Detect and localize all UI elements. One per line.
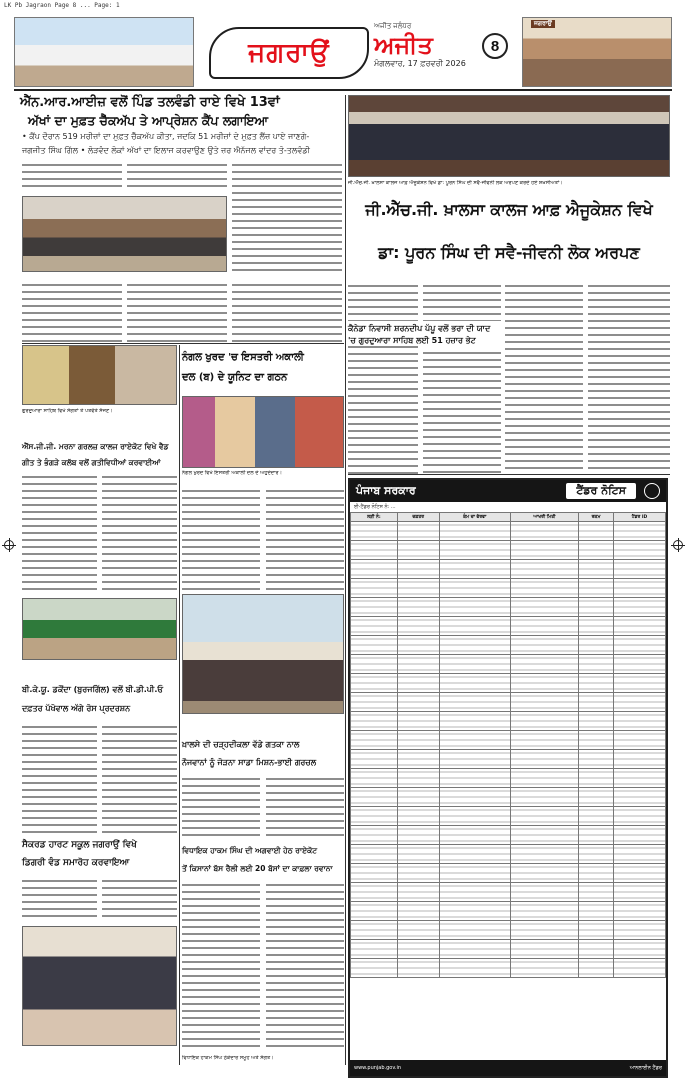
tender-cell [439, 693, 510, 712]
tender-row [351, 864, 666, 883]
tender-cell [351, 636, 398, 655]
article-text [423, 283, 501, 321]
tender-cell [439, 750, 510, 769]
article-text [266, 882, 344, 1052]
tender-cell [439, 731, 510, 750]
article-text [423, 350, 501, 474]
tender-cell [439, 769, 510, 788]
tender-cell [439, 674, 510, 693]
tender-cell [397, 712, 439, 731]
tender-cell [579, 522, 614, 541]
tender-cell [439, 883, 510, 902]
caption-school [22, 1049, 177, 1063]
caption-eye-camp [22, 276, 342, 282]
tender-cell [614, 845, 666, 864]
tender-cell [351, 674, 398, 693]
photo-eye-camp [22, 196, 227, 272]
tender-title: ਟੈਂਡਰ ਨੋਟਿਸ [566, 483, 636, 499]
tender-cell [397, 959, 439, 978]
tender-cell [614, 807, 666, 826]
tender-cell [510, 750, 578, 769]
tender-cell [397, 579, 439, 598]
tender-cell [439, 636, 510, 655]
article-text [102, 724, 177, 834]
tender-cell [614, 541, 666, 560]
tender-cell [439, 655, 510, 674]
tender-cell [579, 864, 614, 883]
tender-cell [351, 598, 398, 617]
article-text [127, 162, 227, 192]
tender-cell [510, 959, 578, 978]
tender-cell [579, 902, 614, 921]
tender-cell [579, 598, 614, 617]
headline-ghg-2: ਡਾ: ਪੂਰਨ ਸਿੰਘ ਦੀ ਸਵੈ-ਜੀਵਨੀ ਲੋਕ ਅਰਪਣ [378, 243, 640, 262]
tender-cell [614, 636, 666, 655]
tender-cell [439, 617, 510, 636]
tender-cell [351, 940, 398, 959]
tender-col-date: ਆਖਰੀ ਮਿਤੀ [510, 513, 578, 522]
article-text [348, 283, 418, 321]
tender-cell [351, 883, 398, 902]
tender-cell [579, 579, 614, 598]
tender-cell [510, 788, 578, 807]
caption-gurdwara: ਗੁਰਦੁਆਰਾ ਸਾਹਿਬ ਵਿਖੇ ਸੰਗਤਾਂ ਤੇ ਪਤਵੰਤੇ ਸੱਜਣ। [22, 408, 113, 414]
tender-row [351, 845, 666, 864]
tender-cell [614, 921, 666, 940]
article-text [588, 283, 670, 474]
headline-khalsa-1: ਖ਼ਾਲਸੇ ਦੀ ਚੜ੍ਹਦੀਕਲਾ ਵੱਡੇ ਗਤਕਾ ਨਾਲ [182, 740, 300, 749]
tender-row [351, 826, 666, 845]
tender-cell [397, 693, 439, 712]
tender-cell [510, 674, 578, 693]
prepress-slug: LK Pb Jagraon Page 8 ... Page: 1 [4, 2, 120, 9]
photo-college-students [22, 598, 177, 660]
tender-row [351, 940, 666, 959]
page-number: 8 [482, 33, 508, 59]
article-text [348, 344, 418, 474]
tender-cell [510, 807, 578, 826]
tender-cell [510, 579, 578, 598]
tender-cell [510, 712, 578, 731]
tender-cell [397, 674, 439, 693]
tender-cell [351, 617, 398, 636]
tender-row [351, 807, 666, 826]
tender-cell [439, 959, 510, 978]
tender-cell [510, 883, 578, 902]
tender-cell [579, 921, 614, 940]
tender-notice [348, 478, 668, 1078]
tender-cell [439, 560, 510, 579]
caption-gurdwara-visit [182, 716, 344, 730]
tender-cell [579, 959, 614, 978]
tender-cell [579, 750, 614, 769]
tender-footer-right: ਆਨਲਾਈਨ ਟੈਂਡਰ [629, 1065, 662, 1071]
masthead-photo-caption: ਜਗਰਾਉਂ [531, 20, 555, 28]
tender-cell [579, 693, 614, 712]
tender-cell [579, 788, 614, 807]
tender-cell [614, 959, 666, 978]
article-text [232, 282, 342, 342]
headline-ghg-1: ਜੀ.ਐੱਚ.ਜੀ. ਖ਼ਾਲਸਾ ਕਾਲਜ ਆਫ਼ ਐਜੂਕੇਸ਼ਨ ਵਿਖੇ [365, 200, 653, 219]
tender-cell [579, 883, 614, 902]
tender-cell [614, 940, 666, 959]
tender-cell [439, 522, 510, 541]
tender-cell [510, 693, 578, 712]
tender-cell [439, 921, 510, 940]
caption-students [22, 663, 177, 679]
tender-cell [351, 826, 398, 845]
tender-cell [614, 826, 666, 845]
tender-cell [614, 674, 666, 693]
tender-cell [351, 788, 398, 807]
tender-cell [614, 864, 666, 883]
tender-cell [579, 845, 614, 864]
headline-dav-1: ਐੱਸ.ਜੀ.ਜੀ. ਮਰਨਾ ਗਰਲਜ਼ ਕਾਲਜ ਰਾਏਕੋਟ ਵਿਖੇ ਵੈਡ [22, 442, 169, 451]
issue-date: ਮੰਗਲਵਾਰ, 17 ਫ਼ਰਵਰੀ 2026 [374, 59, 466, 68]
photo-akali-dal [182, 396, 344, 468]
tender-cell [439, 541, 510, 560]
tender-cell [510, 769, 578, 788]
headline-raikot-1: ਵਿਧਾਇਕ ਹਾਕਮ ਸਿੰਘ ਦੀ ਅਗਵਾਈ ਹੇਠ ਰਾਏਕੋਟ [182, 846, 317, 855]
tender-cell [351, 541, 398, 560]
photo-school-degree [22, 926, 177, 1046]
headline-khalsa-2: ਨੌਜਵਾਨਾਂ ਨੂੰ ਜੋੜਨਾ ਸਾਡਾ ਮਿਸ਼ਨ-ਭਾਈ ਗਰਚਲ [182, 758, 317, 767]
tender-col-amount: ਰਕਮ [579, 513, 614, 522]
tender-row [351, 883, 666, 902]
tender-cell [614, 731, 666, 750]
tender-cell [351, 712, 398, 731]
punjab-emblem-icon [644, 483, 660, 499]
tender-cell [614, 598, 666, 617]
registration-mark-icon [673, 540, 683, 550]
tender-row [351, 655, 666, 674]
tender-cell [510, 617, 578, 636]
tender-cell [579, 807, 614, 826]
tender-row [351, 598, 666, 617]
tender-cell [397, 902, 439, 921]
tender-row [351, 522, 666, 541]
tender-cell [351, 845, 398, 864]
article-text [505, 283, 583, 474]
subhead-nri-2: ਜਗਜੀਤ ਸਿੰਘ ਗਿੱਲ • ਲੋੜਵੰਦ ਲੋਕਾਂ ਅੱਖਾਂ ਦਾ ਇਲਾਜ ਕਰਵਾਉਣ ਉਤੇ ਜ਼ਰ ਐਨੱਜਲ ਵਾਂਦਰ ਤੋ-ਤਲਵੰਡੀ [22, 146, 310, 155]
tender-cell [510, 522, 578, 541]
tender-row [351, 959, 666, 978]
section-rule [348, 474, 670, 475]
tender-cell [439, 788, 510, 807]
tender-cell [439, 579, 510, 598]
tender-cell [510, 636, 578, 655]
headline-dav-2: ਗੀਤ ਤੇ ਭੰਗੜੇ ਕਲੱਬ ਵਲੋਂ ਗਤੀਵਿਧੀਆਂ ਕਰਵਾਈਆਂ [22, 458, 161, 467]
article-text [22, 724, 97, 834]
tender-col-work: ਕੰਮ ਦਾ ਵੇਰਵਾ [439, 513, 510, 522]
tender-cell [397, 636, 439, 655]
tender-col-id: ਟੈਂਡਰ ID [614, 513, 666, 522]
headline-nangal-2: ਦਲ (ਬ) ਦੇ ਯੂਨਿਟ ਦਾ ਗਠਨ [182, 372, 288, 383]
tender-cell [439, 826, 510, 845]
tender-cell [351, 921, 398, 940]
tender-cell [614, 769, 666, 788]
tender-cell [510, 731, 578, 750]
tender-cell [351, 769, 398, 788]
tender-cell [397, 921, 439, 940]
tender-cell [579, 636, 614, 655]
tender-cell [579, 731, 614, 750]
tender-cell [351, 902, 398, 921]
masthead-photo-right [522, 17, 672, 87]
paper-sub: ਅਜੀਤ ਜਲੰਧਰ [374, 23, 412, 30]
article-text [266, 488, 344, 590]
tender-row [351, 921, 666, 940]
article-text [266, 776, 344, 840]
tender-cell [397, 883, 439, 902]
tender-cell [439, 902, 510, 921]
tender-cell [614, 712, 666, 731]
tender-cell [351, 655, 398, 674]
headline-canada-1: ਕੈਨੇਡਾ ਨਿਵਾਸੀ ਸ਼ਰਨਦੀਪ ਪੱਪੂ ਵਲੋਂ ਭਰਾ ਦੀ ਯਾਦ [348, 324, 491, 333]
tender-row [351, 693, 666, 712]
tender-cell [510, 655, 578, 674]
tender-cell [397, 655, 439, 674]
tender-col-no: ਲੜੀ ਨੰ: [351, 513, 398, 522]
tender-table [350, 512, 666, 978]
tender-cell [439, 864, 510, 883]
tender-cell [397, 807, 439, 826]
photo-gurdwara [22, 345, 177, 405]
photo-college-event [348, 95, 670, 177]
tender-cell [351, 750, 398, 769]
article-text [182, 488, 260, 590]
article-text [182, 776, 260, 840]
tender-cell [351, 693, 398, 712]
article-text [102, 878, 177, 922]
tender-cell [397, 522, 439, 541]
tender-cell [439, 845, 510, 864]
tender-cell [351, 579, 398, 598]
tender-cell [397, 769, 439, 788]
tender-row [351, 560, 666, 579]
tender-row [351, 731, 666, 750]
tender-cell [397, 598, 439, 617]
caption-raikot: ਵਿਧਾਇਕ ਹਾਕਮ ਸਿੰਘ ਠੇਕੇਦਾਰ ਸਮੂਹ ਅਤੇ ਸੰਗਤ। [182, 1055, 274, 1061]
headline-raikot-2: ਤੋਂ ਕਿਸਾਨਾਂ ਬੱਸ ਰੈਲੀ ਲਈ 20 ਬੱਸਾਂ ਦਾ ਕਾਫ਼ਲਾ ਰਵਾਨਾ [182, 864, 333, 873]
tender-cell [397, 731, 439, 750]
tender-cell [579, 769, 614, 788]
tender-row [351, 769, 666, 788]
tender-cell [579, 541, 614, 560]
tender-cell [614, 579, 666, 598]
tender-cell [614, 560, 666, 579]
tender-cell [614, 883, 666, 902]
tender-cell [579, 940, 614, 959]
headline-school-2: ਡਿਗਰੀ ਵੰਡ ਸਮਾਰੋਹ ਕਰਵਾਇਆ [22, 858, 130, 868]
tender-cell [614, 750, 666, 769]
tender-cell [579, 655, 614, 674]
tender-cell [439, 807, 510, 826]
paper-name: ਅਜੀਤ [374, 31, 433, 59]
tender-cell [579, 674, 614, 693]
tender-cell [439, 712, 510, 731]
headline-bku-2: ਦਫ਼ਤਰ ਪੱਖੋਵਾਲ ਅੱਗੇ ਰੋਸ ਪ੍ਰਦਰਸ਼ਨ [22, 704, 131, 713]
tender-cell [510, 826, 578, 845]
section-rule [22, 343, 344, 344]
tender-row [351, 712, 666, 731]
tender-cell [351, 522, 398, 541]
tender-cell [614, 902, 666, 921]
tender-row [351, 674, 666, 693]
tender-footer-left: www.punjab.gov.in [354, 1065, 402, 1071]
tender-cell [579, 560, 614, 579]
masthead [14, 13, 672, 91]
tender-cell [510, 541, 578, 560]
tender-row [351, 750, 666, 769]
masthead-photo-left [14, 17, 194, 87]
article-text [232, 162, 342, 272]
article-text [22, 474, 97, 594]
tender-cell [397, 845, 439, 864]
section-title: ਜਗਰਾਉਂ [209, 27, 369, 79]
tender-cell [614, 655, 666, 674]
column-rule [179, 345, 180, 1065]
headline-nri-1: ਐੱਨ.ਆਰ.ਆਈਜ਼ ਵਲੋਂ ਪਿੰਡ ਤਲਵੰਡੀ ਰਾਏ ਵਿਖੇ 13ਵਾਂ [20, 95, 280, 110]
article-text [102, 474, 177, 594]
tender-cell [397, 560, 439, 579]
tender-cell [510, 921, 578, 940]
tender-cell [510, 845, 578, 864]
tender-cell [510, 940, 578, 959]
tender-cell [351, 864, 398, 883]
tender-row [351, 579, 666, 598]
tender-row [351, 788, 666, 807]
headline-nangal-1: ਨੰਗਲ ਖੁਰਦ 'ਚ ਇਸਤਰੀ ਅਕਾਲੀ [182, 352, 304, 363]
caption-college: ਜੀ.ਐੱਚ.ਜੀ. ਖ਼ਾਲਸਾ ਕਾਲਜ ਆਫ਼ ਐਜੂਕੇਸ਼ਨ ਵਿਖੇ ਡਾ: ਪੂਰਨ ਸਿੰਘ ਦੀ ਸਵੈ-ਜੀਵਨੀ ਲੋਕ ਅਰਪਣ ਕਰਦੇ ਹੋਏ ਸ਼ਖ਼ਸੀਅਤਾਂ। [348, 180, 563, 186]
tender-footer [350, 1060, 666, 1076]
tender-row [351, 617, 666, 636]
tender-col-office: ਦਫ਼ਤਰ [397, 513, 439, 522]
headline-school-1: ਸੈਕਰਡ ਹਾਰਟ ਸਕੂਲ ਜਗਰਾਉਂ ਵਿਖੇ [22, 840, 137, 850]
tender-cell [351, 731, 398, 750]
tender-ref: ਈ-ਟੈਂਡਰ ਨੋਟਿਸ ਨੰ: ... [354, 504, 396, 510]
subhead-nri-1: • ਕੈਂਪ ਦੌਰਾਨ 519 ਮਰੀਜ਼ਾਂ ਦਾ ਮੁਫ਼ਤ ਚੈੱਕਅੱਪ ਕੀਤਾ, ਜਦਕਿ 51 ਮਰੀਜ਼ਾਂ ਦੇ ਮੁਫ਼ਤ ਲੈਂਜ਼ ਪਾਏ ਜਾਣਗੇ- [22, 132, 310, 141]
tender-cell [439, 598, 510, 617]
tender-cell [510, 864, 578, 883]
tender-cell [397, 541, 439, 560]
tender-cell [510, 598, 578, 617]
tender-cell [397, 864, 439, 883]
caption-nangal: ਨੰਗਲ ਖੁਰਦ ਵਿਖੇ ਇਸਤਰੀ ਅਕਾਲੀ ਦਲ ਦੇ ਅਹੁਦੇਦਾਰ। [182, 470, 282, 476]
article-text [127, 282, 227, 342]
tender-cell [351, 560, 398, 579]
tender-cell [397, 940, 439, 959]
tender-cell [579, 617, 614, 636]
headline-canada-2: 'ਚ ਗੁਰਦੁਆਰਾ ਸਾਹਿਬ ਲਈ 51 ਹਜ਼ਾਰ ਭੇਟ [348, 336, 476, 345]
article-text [22, 878, 97, 922]
photo-gurdwara-visit [182, 594, 344, 714]
column-rule [345, 95, 346, 1065]
paper-logo [374, 23, 474, 83]
tender-cell [397, 788, 439, 807]
tender-cell [614, 788, 666, 807]
tender-cell [397, 826, 439, 845]
headline-bku-1: ਬੀ.ਕੇ.ਯੂ. ਡਕੌਂਦਾ (ਬੁਰਜਗਿੱਲ) ਵਲੋਂ ਬੀ.ਡੀ.ਪੀ.ਓ [22, 685, 164, 694]
tender-govt: ਪੰਜਾਬ ਸਰਕਾਰ [356, 484, 416, 497]
tender-cell [510, 902, 578, 921]
tender-row [351, 902, 666, 921]
tender-cell [397, 750, 439, 769]
tender-cell [510, 560, 578, 579]
tender-cell [351, 807, 398, 826]
tender-header [350, 480, 666, 502]
registration-mark-icon [4, 540, 14, 550]
tender-cell [614, 522, 666, 541]
tender-row [351, 636, 666, 655]
article-text [182, 882, 260, 1052]
tender-cell [439, 940, 510, 959]
tender-cell [579, 826, 614, 845]
tender-cell [397, 617, 439, 636]
tender-cell [614, 617, 666, 636]
article-text [22, 282, 122, 342]
tender-cell [614, 693, 666, 712]
tender-row [351, 541, 666, 560]
article-text [22, 162, 122, 192]
tender-cell [579, 712, 614, 731]
tender-cell [351, 959, 398, 978]
headline-nri-2: ਅੱਖਾਂ ਦਾ ਮੁਫ਼ਤ ਚੈੱਕਅੱਪ ਤੇ ਆਪ੍ਰੇਸ਼ਨ ਕੈਂਪ ਲਗਾਇਆ [28, 113, 269, 128]
